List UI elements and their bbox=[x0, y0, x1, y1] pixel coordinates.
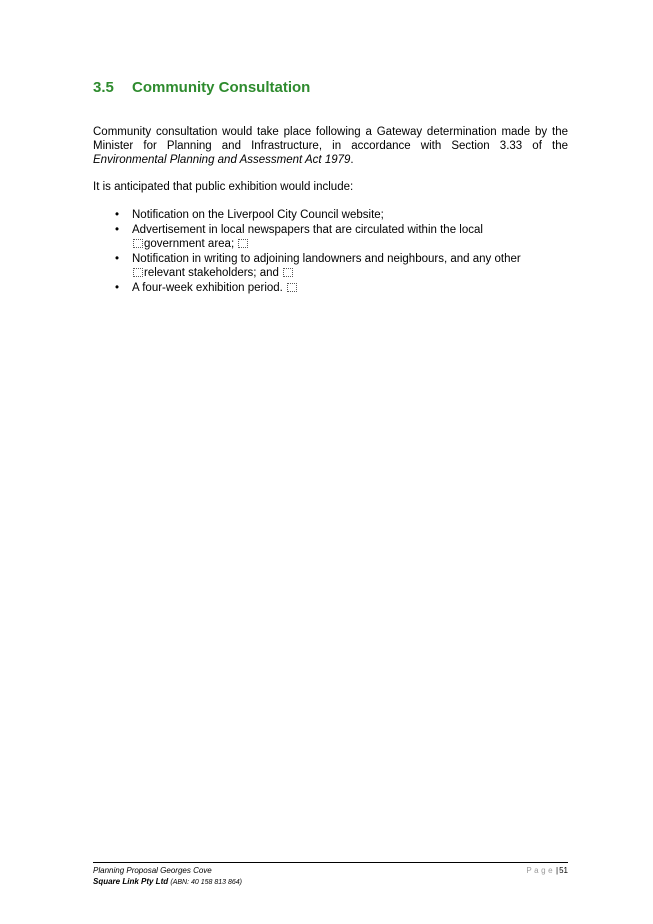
separator-glyph-icon bbox=[238, 239, 248, 248]
list-item-text: Advertisement in local newspapers that are circulated within the local bbox=[132, 224, 483, 236]
separator-glyph-icon bbox=[287, 283, 297, 292]
footer-info bbox=[93, 865, 242, 888]
intro-text: Community consultation would take place following a Gateway determination made by the Minister for Planning and Infrastructure, in accordance with Section 3.33 of the bbox=[93, 126, 568, 152]
intro-paragraph bbox=[93, 125, 568, 167]
page-label: Page bbox=[526, 866, 556, 875]
bullet-icon: • bbox=[115, 253, 120, 265]
footer-divider bbox=[93, 862, 568, 863]
list-item bbox=[93, 223, 568, 251]
section-heading bbox=[93, 79, 310, 96]
section-title: Community Consultation bbox=[132, 79, 311, 96]
separator-glyph-icon bbox=[283, 268, 293, 277]
bullet-icon: • bbox=[115, 209, 120, 221]
footer-doc-title: Planning Proposal Georges Cove bbox=[93, 866, 212, 875]
separator-glyph-icon bbox=[133, 268, 143, 277]
page-separator: | bbox=[556, 866, 559, 875]
act-title: Environmental Planning and Assessment Act 1979 bbox=[93, 154, 351, 166]
footer-company: Square Link Pty Ltd bbox=[93, 877, 169, 886]
list-item bbox=[93, 281, 568, 295]
list-item-tail: government area; bbox=[144, 238, 235, 250]
page-number: 51 bbox=[559, 866, 568, 875]
footer-page-number bbox=[526, 865, 568, 876]
list-item bbox=[93, 208, 568, 222]
list-item-text: A four-week exhibition period. bbox=[132, 282, 283, 294]
list-item-text: Notification on the Liverpool City Council website; bbox=[132, 209, 384, 221]
bullet-icon: • bbox=[115, 282, 120, 294]
bullet-icon: • bbox=[115, 224, 120, 236]
intro-end: . bbox=[350, 154, 354, 166]
list-item-text: Notification in writing to adjoining landowners and neighbours, and any other bbox=[132, 253, 521, 265]
exhibition-list bbox=[93, 208, 568, 296]
section-number: 3.5 bbox=[93, 79, 114, 96]
separator-glyph-icon bbox=[133, 239, 143, 248]
exhibition-paragraph: It is anticipated that public exhibition would include: bbox=[93, 181, 354, 193]
list-item bbox=[93, 252, 568, 280]
footer-abn: (ABN: 40 158 813 864) bbox=[170, 879, 242, 886]
list-item-tail: relevant stakeholders; and bbox=[144, 267, 279, 279]
